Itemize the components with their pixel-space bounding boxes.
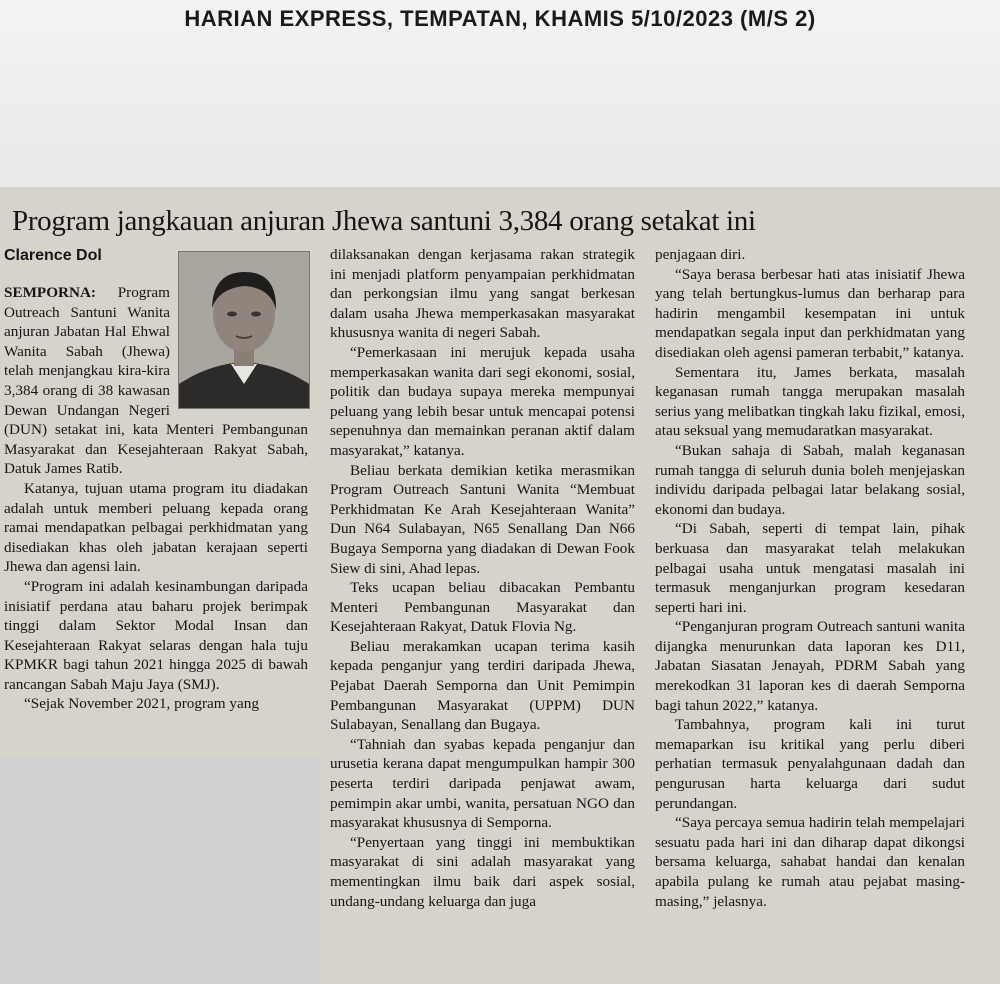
paragraph: Teks ucapan beliau dibacakan Pembantu Menteri Pembangunan Masyarakat dan Kesejahteraan Rakyat, Datuk Flovia Ng. [330,579,635,636]
blank-scan-area [0,757,320,984]
paragraph: “Di Sabah, seperti di tempat lain, pihak berkuasa dan masyarakat telah melakukan pelbagai usaha untuk mengatasi masalah ini termasuk menganjurkan program kesedaran seperti hari ini. [655,520,965,616]
paragraph: Beliau berkata demikian ketika merasmikan Program Outreach Santuni Wanita “Membuat Perkhidmatan Ke Arah Kesejahteraan Wanita” Dun N64 Sulabayan, N65 Senallang Dan N66 Bugaya Semporna yang diadakan di Dewan Fook Siew di sini, Ahad lepas. [330,461,635,577]
paragraph: “Sejak November 2021, program yang [24,695,259,713]
article-column-1 [4,283,308,714]
news-clipping [0,187,1000,984]
paragraph: Tambahnya, program kali ini turut memaparkan isu kritikal yang perlu diberi perhatian termasuk penyalahgunaan dadah dan pengurusan harta keluarga dari sudut perundangan. [655,716,965,812]
paragraph: Beliau merakamkan ucapan terima kasih kepada penganjur yang terdiri daripada Jhewa, Pejabat Daerah Semporna dan Unit Pemimpin Pembangunan Masyarakat (UPPM) DUN Sulabayan, Senallang dan Bugaya. [330,637,635,734]
publication-line: HARIAN EXPRESS, TEMPATAN, KHAMIS 5/10/2023 (M/S 2) [184,6,816,31]
paragraph: SEMPORNA: Program Outreach Santuni Wanita anjuran Jabatan Hal Ehwal Wanita Sabah (Jhewa) telah menjangkau kira-kira 3,384 orang di 38 kawasan Dewan Undangan Negeri (DUN) setakat ini, kata Menteri Pembangunan Masyarakat dan Kesejahteraan Rakyat Sabah, Datuk James Ratib. [4,284,308,478]
paragraph: “Tahniah dan syabas kepada penganjur dan urusetia kerana dapat mengumpulkan hampir 300 peserta terdiri daripada penjawat awam, pemimpin akar umbi, wanita, persatuan NGO dan masyarakat khususnya di Semporna. [330,735,635,832]
headline: Program jangkauan anjuran Jhewa santuni 3,384 orang setakat ini [12,205,756,237]
paragraph: “Saya percaya semua hadirin telah mempelajari sesuatu pada hari ini dan diharap dapat dikongsi bersama keluarga, sahabat handai dan kenalan apabila pulang ke rumah atau pejabat masing-masing,” jelasnya. [655,814,965,910]
article-column-3 [655,245,965,911]
paragraph: penjagaan diri. [655,246,746,263]
paragraph: “Saya berasa berbesar hati atas inisiatif Jhewa yang telah bertungkus-lumus dan berharap para hadirin mengambil kesempatan ini untuk mendapatkan segala input dan perkhidmatan yang disediakan oleh agensi pameran terbabit,” katanya. [655,265,965,361]
paragraph: Katanya, tujuan utama program itu diadakan adalah untuk memberi peluang kepada orang ramai mendapatkan pelbagai perkhidmatan yang disediakan khas oleh jabatan kerajaan seperti Jhewa dan agensi lain. [4,479,308,576]
paragraph: “Penganjuran program Outreach santuni wanita dijangka menurunkan data laporan kes D11, Jabatan Siasatan Jenayah, PDRM Sabah yang merekodkan 31 laporan kes di daerah Semporna bagi tahun 2022,” katanya. [655,618,965,714]
paragraph: dilaksanakan dengan kerjasama rakan strategik ini menjadi platform penyampaian perkhidmatan dan perkongsian ilmu yang sangat berkesan dalam usaha Jhewa memperkasakan masyarakat khususnya wanita di negeri Sabah. [330,246,635,342]
paragraph: “Penyertaan yang tinggi ini membuktikan masyarakat di sini adalah masyarakat yang mementingkan ilmu baik dari aspek sosial, undang-undang keluarga dan juga [330,833,635,910]
dateline: SEMPORNA: [4,284,96,301]
paragraph: “Bukan sahaja di Sabah, malah keganasan rumah tangga di seluruh dunia boleh menjejaskan individu daripada pelbagai latar belakang sosial, ekonomi dan budaya. [655,441,965,518]
paragraph: “Pemerkasaan ini merujuk kepada usaha memperkasakan wanita dari segi ekonomi, sosial, politik dan budaya supaya mereka mempunyai peluang yang lebih besar untuk mencapai potensi sepenuhnya dan memainkan peranan aktif dalam masyarakat,” katanya. [330,343,635,459]
paragraph: Sementara itu, James berkata, masalah keganasan rumah tangga merupakan masalah serius yang melibatkan tingkah laku fizikal, emosi, atau seksual yang memudaratkan masyarakat. [655,363,965,440]
paragraph: “Program ini adalah kesinambungan daripada inisiatif perdana atau baharu projek berimpak tinggi dalam Sektor Modal Insan dan Kesejahteraan Rakyat selaras dengan hala tuju KPMKR bagi tahun 2021 hingga 2025 di bawah rancangan Sabah Maju Jaya (SMJ). [4,577,308,693]
page-header [0,0,1000,185]
byline: Clarence Dol [4,247,102,264]
article-column-2 [330,245,635,911]
